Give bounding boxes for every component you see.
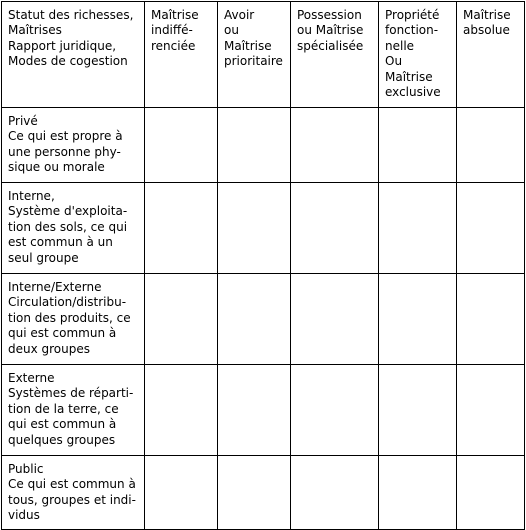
cell-text-line: prioritaire [224,54,283,69]
cell-text-line: tion des produits, ce [8,310,131,325]
header-row [2,2,525,108]
cell-text-line: indiffé- [151,23,193,38]
cell-text-line: sique ou morale [8,160,105,175]
table-cell [457,183,525,274]
table-cell [218,183,291,274]
cell-text-line: nelle [385,38,415,53]
table-cell [218,108,291,183]
table-row-public [2,456,525,530]
table-cell [291,183,379,274]
cell-text-line: Privé [8,114,38,128]
cell-text-line: ou Maîtrise [297,23,364,38]
table-cell [291,274,379,365]
cell-text-line: Maîtrise [151,8,199,22]
table-cell [379,365,457,456]
cell-text-line: deux groupes [8,341,91,356]
table-row-prive [2,108,525,183]
header-cell-maitrise-absolue [457,2,525,108]
cell-text-line: tion des sols, ce qui [8,219,128,234]
cell-text-line: ou [224,23,239,38]
cell-text-line: Propriété [385,8,440,22]
cell-text-line: Possession [297,8,362,22]
cell-text-line: Rapport juridique, [8,38,117,53]
table-cell [379,274,457,365]
cell-text-line: Statut des richesses, [8,8,134,22]
cell-text-line: est commun à un [8,235,113,250]
cell-text-line: tion de la terre, ce [8,401,119,416]
table-cell [145,183,218,274]
header-cell-maitrise-exclusive [379,2,457,108]
table-cell [218,274,291,365]
table-cell [379,456,457,530]
table-cell [145,274,218,365]
table-cell [291,456,379,530]
cell-text-line: renciée [151,38,196,53]
table-cell [457,456,525,530]
table-row-interne-externe [2,274,525,365]
header-cell-maitrise-indifferenciee [145,2,218,108]
cell-text-line: Système d'exploita- [8,204,128,219]
cell-text-line: Interne/Externe [8,280,102,294]
cell-text-line: Externe [8,371,55,385]
cell-text-line: qui est commun à [8,326,117,341]
table-cell [145,365,218,456]
table-cell [145,456,218,530]
cell-text-line: Public [8,462,44,476]
cell-text-line: Ce qui est commun à [8,477,136,492]
cell-text-line: Maîtrises [8,23,62,38]
cell-text-line: Maîtrise [463,8,511,22]
header-cell-maitrise-specialisee [291,2,379,108]
row-label-public [2,456,145,530]
table-cell [457,108,525,183]
table-cell [218,365,291,456]
cell-text-line: Maîtrise [385,69,433,84]
cell-text-line: tous, groupes et indi- [8,492,136,507]
table-cell [145,108,218,183]
table-cell [291,108,379,183]
cell-text-line: Circulation/distribu- [8,295,127,310]
cell-text-line: qui est commun à [8,417,117,432]
row-label-externe [2,365,145,456]
table-row-interne [2,183,525,274]
table-cell [457,274,525,365]
row-label-prive [2,108,145,183]
cell-text-line: absolue [463,23,510,38]
cell-text-line: seul groupe [8,250,79,265]
table-cell [379,183,457,274]
header-cell-maitrise-prioritaire [218,2,291,108]
table-cell [218,456,291,530]
cell-text-line: vidus [8,508,40,523]
cogestion-table [1,1,525,530]
cell-text-line: Interne, [8,189,55,203]
cell-text-line: Ce qui est propre à [8,129,123,144]
row-label-interne-externe [2,274,145,365]
table-cell [291,365,379,456]
cell-text-line: Modes de cogestion [8,54,128,69]
cell-text-line: Systèmes de réparti- [8,386,134,401]
cell-text-line: fonction- [385,23,439,38]
table-row-externe [2,365,525,456]
cell-text-line: exclusive [385,85,441,100]
cell-text-line: Ou [385,54,403,69]
cell-text-line: Maîtrise [224,38,272,53]
header-cell-statut [2,2,145,108]
row-label-interne [2,183,145,274]
table-cell [457,365,525,456]
table-cell [379,108,457,183]
cell-text-line: spécialisée [297,38,364,53]
cell-text-line: quelques groupes [8,432,116,447]
cell-text-line: une personne phy- [8,144,121,159]
cell-text-line: Avoir [224,8,255,22]
